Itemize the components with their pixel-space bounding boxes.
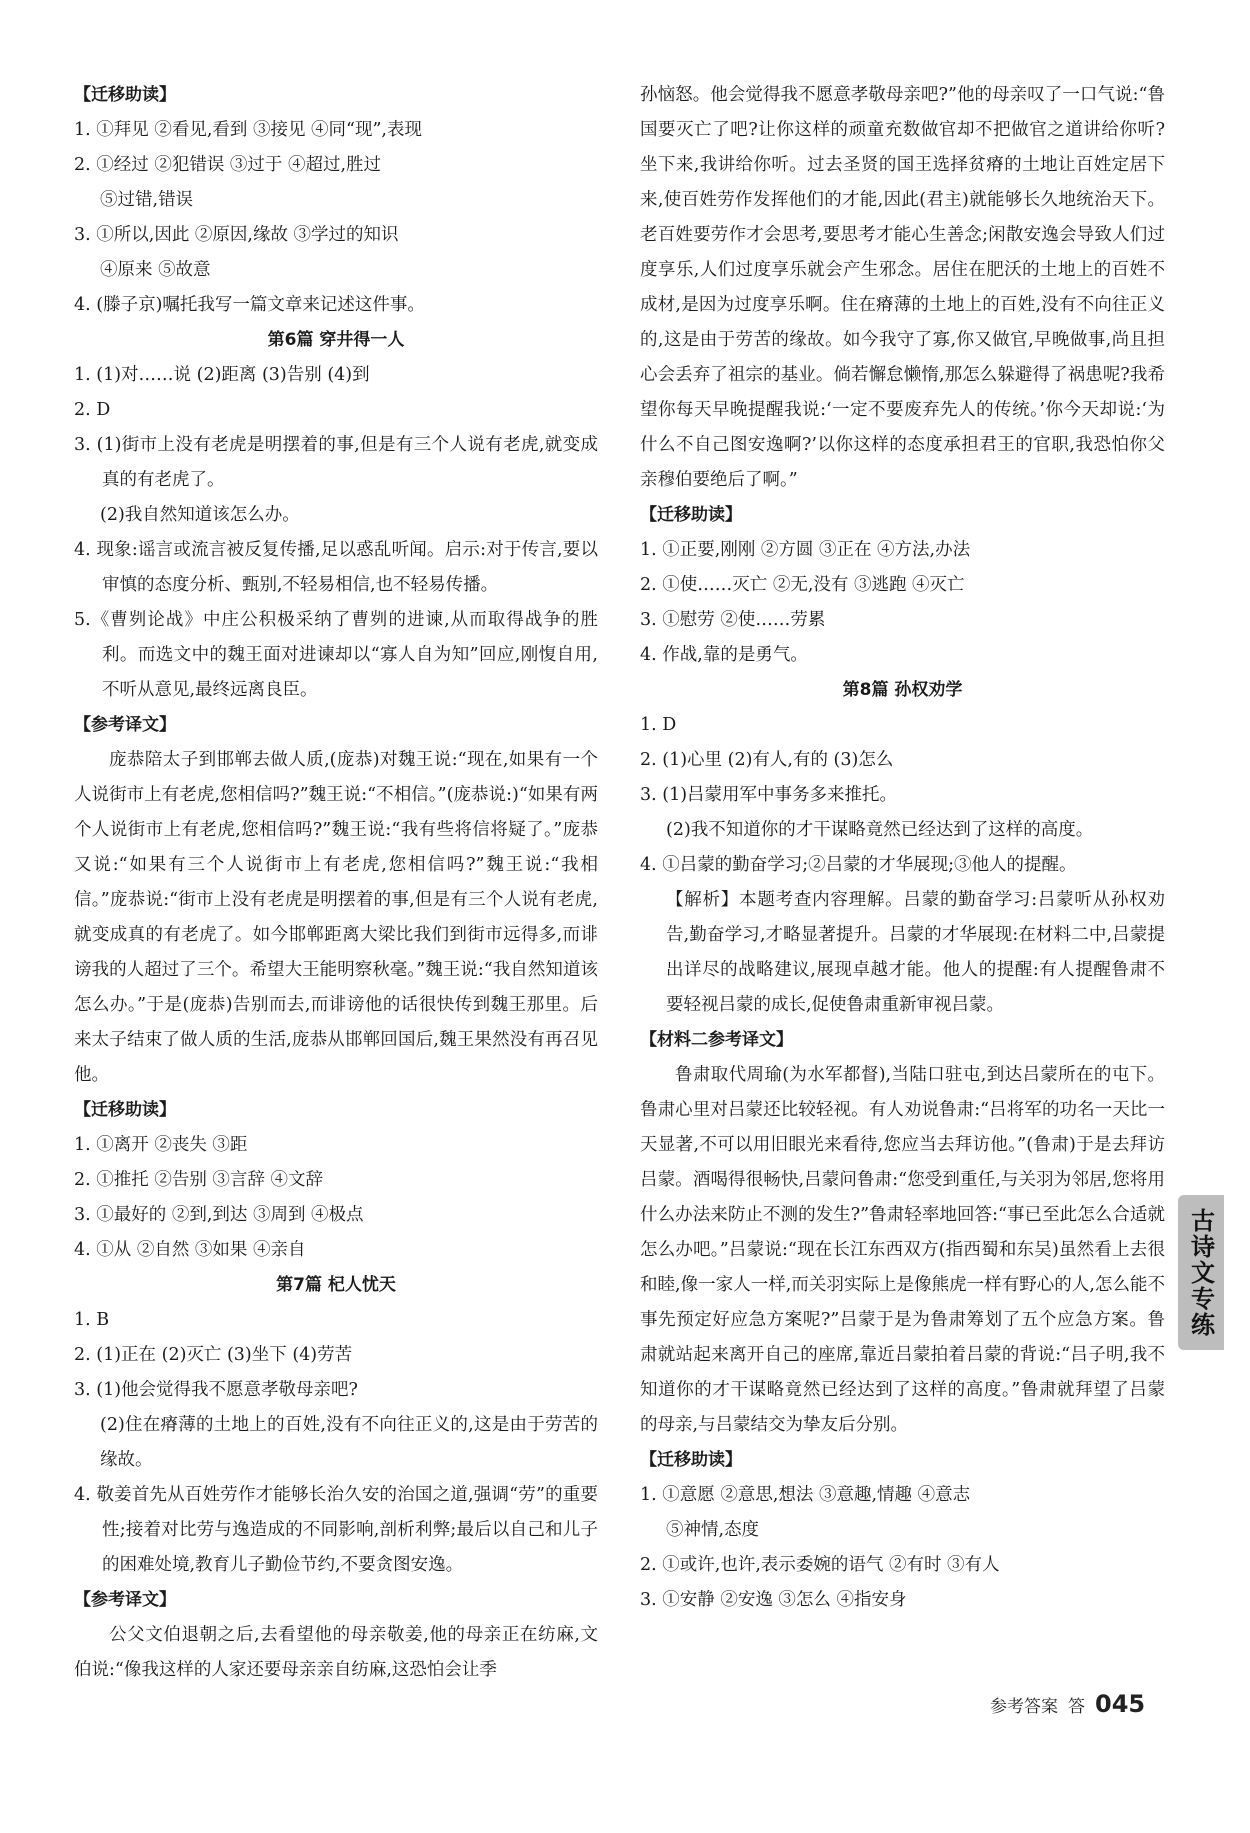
text-line: 2. (1)正在 (2)灭亡 (3)坐下 (4)劳苦 <box>74 1345 353 1365</box>
section-heading: 【迁移助读】 <box>74 85 176 105</box>
answer-paragraph: 3. (1)街市上没有老虎是明摆着的事,但是有三个人说有老虎,就变成真的有老虎了。 <box>74 435 598 490</box>
article-title: 第8篇 孙权劝学 <box>842 680 963 700</box>
footer-answer-mark: 答 <box>1068 1697 1085 1717</box>
text-line: 3. ①慰劳 ②使……劳累 <box>640 610 826 630</box>
text-line: 1. ①正要,刚刚 ②方圆 ③正在 ④方法,办法 <box>640 540 971 560</box>
page-footer <box>990 1690 1145 1722</box>
text-line: 4. ①从 ②自然 ③如果 ④亲自 <box>74 1240 306 1260</box>
text-line: 1. (1)对……说 (2)距离 (3)告别 (4)到 <box>74 365 370 385</box>
section-heading: 【迁移助读】 <box>640 505 742 525</box>
text-line: 1. B <box>74 1310 110 1330</box>
text-line: 3. (1)他会觉得我不愿意孝敬母亲吧? <box>74 1380 358 1400</box>
text-line: 2. ①经过 ②犯错误 ③过于 ④超过,胜过 <box>74 155 382 175</box>
footer-label: 参考答案 <box>990 1697 1058 1717</box>
text-line: 2. ①推托 ②告别 ③言辞 ④文辞 <box>74 1170 323 1190</box>
answer-paragraph: (2)住在瘠薄的土地上的百姓,没有不向往正义的,这是由于劳苦的缘故。 <box>100 1415 598 1470</box>
text-line: 2. ①或许,也许,表示委婉的语气 ②有时 ③有人 <box>640 1555 1000 1575</box>
text-line: 4. ①吕蒙的勤奋学习;②吕蒙的才华展现;③他人的提醒。 <box>640 855 1077 875</box>
answer-paragraph: 4. 敬姜首先从百姓劳作才能够长治久安的治国之道,强调“劳”的重要性;接着对比劳与逸造成的不同影响,剖析利弊;最后以自己和儿子的困难处境,教育儿子勤俭节约,不要贪图安逸。 <box>74 1485 598 1575</box>
section-heading: 【材料二参考译文】 <box>640 1030 793 1050</box>
text-line: (2)我自然知道该怎么办。 <box>100 505 300 525</box>
text-line: 3. ①所以,因此 ②原因,缘故 ③学过的知识 <box>74 225 399 245</box>
translation-paragraph: 公父文伯退朝之后,去看望他的母亲敬姜,他的母亲正在纺麻,文伯说:“像我这样的人家还要母亲亲自纺麻,这恐怕会让季 <box>74 1625 598 1680</box>
section-tab: 古诗文专练 <box>1178 1195 1224 1350</box>
text-line: 1. ①离开 ②丧失 ③距 <box>74 1135 248 1155</box>
text-line: 3. (1)吕蒙用军中事务多来推托。 <box>640 785 898 805</box>
text-line: 2. D <box>74 400 111 420</box>
text-line: 3. ①最好的 ②到,到达 ③周到 ④极点 <box>74 1205 364 1225</box>
translation-paragraph: 鲁肃取代周瑜(为水军都督),当陆口驻屯,到达吕蒙所在的屯下。鲁肃心里对吕蒙还比较轻视。有人劝说鲁肃:“吕将军的功名一天比一天显著,不可以用旧眼光来看待,您应当去拜访他。”(鲁肃)于是去拜访吕蒙。酒喝得很畅快,吕蒙问鲁肃:“您受到重任,与关羽为邻居,您将用什么办法来防止不测的发生?”鲁肃轻率地回答:“事已至此怎么合适就怎么办吧。”吕蒙说:“现在长江东西双方(指西蜀和东吴)虽然看上去很和睦,像一家人一样,而关羽实际上是像熊虎一样有野心的人,怎么能不事先预定好应急方案呢?”吕蒙于是为鲁肃筹划了五个应急方案。鲁肃就站起来离开自己的座席,靠近吕蒙拍着吕蒙的背说:“吕子明,我不知道你的才干谋略竟然已经达到了这样的高度。”鲁肃就拜望了吕蒙的母亲,与吕蒙结交为挚友后分别。 <box>640 1065 1165 1435</box>
answer-paragraph: 【解析】本题考查内容理解。吕蒙的勤奋学习:吕蒙听从孙权劝告,勤奋学习,才略显著提升。吕蒙的才华展现:在材料二中,吕蒙提出详尽的战略建议,展现卓越才能。他人的提醒:有人提醒鲁肃不要轻视吕蒙的成长,促使鲁肃重新审视吕蒙。 <box>666 890 1165 1015</box>
text-line: 1. D <box>640 715 677 735</box>
article-title: 第7篇 杞人忧天 <box>276 1275 396 1295</box>
section-heading: 【迁移助读】 <box>640 1450 742 1470</box>
article-title: 第6篇 穿井得一人 <box>267 330 405 350</box>
text-line: 2. ①使……灭亡 ②无,没有 ③逃跑 ④灭亡 <box>640 575 965 595</box>
text-line: ⑤过错,错误 <box>100 190 194 210</box>
text-line: 3. ①安静 ②安逸 ③怎么 ④指安身 <box>640 1590 907 1610</box>
text-line: 1. ①意愿 ②意思,想法 ③意趣,情趣 ④意志 <box>640 1485 971 1505</box>
text-line: ④原来 ⑤故意 <box>100 260 211 280</box>
page-number: 045 <box>1095 1690 1146 1718</box>
answer-paragraph: 4. 现象:谣言或流言被反复传播,足以惑乱听闻。启示:对于传言,要以审慎的态度分析、甄别,不轻易相信,也不轻易传播。 <box>74 540 598 595</box>
text-line: ⑤神情,态度 <box>666 1520 760 1540</box>
right-column <box>640 78 1165 1618</box>
text-line: (2)我不知道你的才干谋略竟然已经达到了这样的高度。 <box>666 820 1094 840</box>
answer-paragraph: 孙恼怒。他会觉得我不愿意孝敬母亲吧?”他的母亲叹了一口气说:“鲁国要灭亡了吧?让你这样的顽童充数做官却不把做官之道讲给你听?坐下来,我讲给你听。过去圣贤的国王选择贫瘠的土地让百姓定居下来,使百姓劳作发挥他们的才能,因此(君主)就能够长久地统治天下。老百姓要劳作才会思考,要思考才能心生善念;闲散安逸会导致人们过度享乐,人们过度享乐就会产生邪念。居住在肥沃的土地上的百姓不成材,是因为过度享乐啊。住在瘠薄的土地上的百姓,没有不向往正义的,这是由于劳苦的缘故。如今我守了寡,你又做官,早晚做事,尚且担心会丢弃了祖宗的基业。倘若懈怠懒惰,那怎么躲避得了祸患呢?我希望你每天早晚提醒我说:‘一定不要废弃先人的传统。’你今天却说:‘为什么不自己图安逸啊?’以你这样的态度承担君王的官职,我恐怕你父亲穆伯要绝后了啊。” <box>640 85 1165 490</box>
text-line: 4. (滕子京)嘱托我写一篇文章来记述这件事。 <box>74 295 425 315</box>
section-heading: 【参考译文】 <box>74 1590 176 1610</box>
text-line: 4. 作战,靠的是勇气。 <box>640 645 808 665</box>
translation-paragraph: 庞恭陪太子到邯郸去做人质,(庞恭)对魏王说:“现在,如果有一个人说街市上有老虎,您相信吗?”魏王说:“不相信。”(庞恭说:)“如果有两个人说街市上有老虎,您相信吗?”魏王说:“我有些将信将疑了。”庞恭又说:“如果有三个人说街市上有老虎,您相信吗?”魏王说:“我相信。”庞恭说:“街市上没有老虎是明摆着的事,但是有三个人说有老虎,就变成真的有老虎了。如今邯郸距离大梁比我们到街市远得多,而诽谤我的人超过了三个。希望大王能明察秋毫。”魏王说:“我自然知道该怎么办。”于是(庞恭)告别而去,而诽谤他的话很快传到魏王那里。后来太子结束了做人质的生活,庞恭从邯郸回国后,魏王果然没有再召见他。 <box>74 750 598 1085</box>
section-heading: 【参考译文】 <box>74 715 176 735</box>
left-column <box>74 78 598 1688</box>
text-line: 1. ①拜见 ②看见,看到 ③接见 ④同“现”,表现 <box>74 120 422 140</box>
section-heading: 【迁移助读】 <box>74 1100 176 1120</box>
text-line: 2. (1)心里 (2)有人,有的 (3)怎么 <box>640 750 894 770</box>
answer-paragraph: 5.《曹刿论战》中庄公积极采纳了曹刿的进谏,从而取得战争的胜利。而选文中的魏王面对进谏却以“寡人自为知”回应,刚愎自用,不听从意见,最终远离良臣。 <box>74 610 598 700</box>
